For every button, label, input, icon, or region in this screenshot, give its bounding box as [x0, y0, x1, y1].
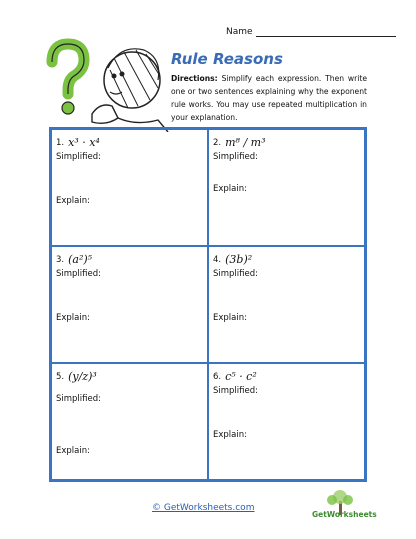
problem-number: 2. — [213, 137, 222, 148]
problem-number: 1. — [56, 137, 65, 148]
footer-link[interactable]: © GetWorksheets.com — [152, 503, 255, 513]
directions-text: Simplify each expression. Then write one or two sentences explaining why the exponent rule works. You may use repeated multiplication in your explanation. — [171, 74, 367, 122]
simplified-label: Simplified: — [56, 394, 101, 404]
simplified-label: Simplified: — [56, 269, 101, 279]
problem-expression: c⁵ · c² — [225, 370, 257, 383]
simplified-label: Simplified: — [213, 152, 258, 162]
explain-label: Explain: — [56, 446, 90, 456]
name-field — [226, 27, 396, 37]
problem-cell-5 — [51, 363, 208, 480]
explain-label: Explain: — [213, 184, 247, 194]
problem-expression: (y/z)³ — [68, 370, 97, 383]
problem-cell-2 — [208, 129, 365, 246]
thinking-kid-illustration — [40, 36, 170, 132]
directions-label: Directions: — [171, 74, 218, 83]
problem-expression: m⁸ / m³ — [225, 136, 266, 149]
name-line — [256, 27, 396, 37]
logo-text: GetWorksheets — [312, 510, 377, 519]
problem-expression: x³ · x⁴ — [68, 136, 100, 149]
problem-cell-3 — [51, 246, 208, 363]
simplified-label: Simplified: — [56, 152, 101, 162]
problem-number: 6. — [213, 371, 222, 382]
explain-label: Explain: — [56, 313, 90, 323]
name-label: Name — [226, 27, 253, 37]
problem-cell-4 — [208, 246, 365, 363]
tree-logo-icon — [310, 487, 372, 527]
simplified-label: Simplified: — [213, 269, 258, 279]
explain-label: Explain: — [213, 430, 247, 440]
problem-expression: (a²)⁵ — [68, 253, 93, 266]
problem-number: 4. — [213, 254, 222, 265]
simplified-label: Simplified: — [213, 386, 258, 396]
problem-cell-1 — [51, 129, 208, 246]
problem-expression: (3b)² — [225, 253, 253, 266]
problem-cell-6 — [208, 363, 365, 480]
problem-number: 3. — [56, 254, 65, 265]
problem-number: 5. — [56, 371, 65, 382]
worksheet-title: Rule Reasons — [171, 50, 283, 68]
problem-grid — [49, 127, 367, 482]
explain-label: Explain: — [213, 313, 247, 323]
explain-label: Explain: — [56, 196, 90, 206]
directions — [171, 72, 367, 124]
